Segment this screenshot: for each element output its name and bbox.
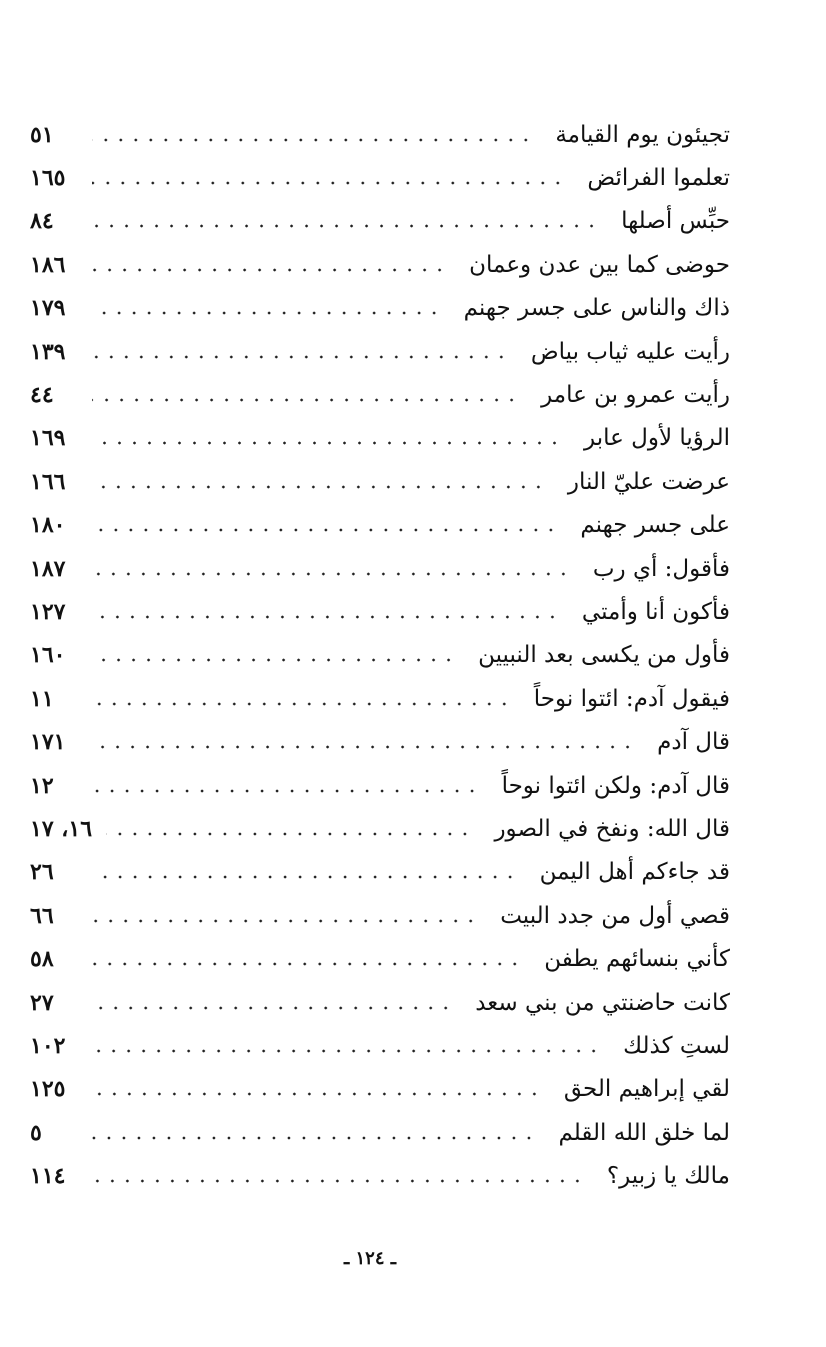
index-entry: [30, 894, 730, 937]
index-entry: [30, 113, 730, 156]
dot-leader: [92, 440, 562, 446]
index-entry-title: قد جاءكم أهل اليمن: [539, 859, 730, 886]
index-entry-page-ref: ٦٦: [30, 902, 54, 929]
index-entry-title: مالك يا زبير؟: [606, 1163, 730, 1190]
index-entry-title: قال آدم: [657, 729, 730, 756]
dot-leader: [92, 961, 522, 967]
index-entry: [30, 634, 730, 677]
index-entry-page-ref: ١١٤: [30, 1163, 66, 1190]
dot-leader: [92, 874, 518, 880]
index-entry-title: قال آدم: ولكن ائتوا نوحاً: [501, 772, 730, 799]
dot-leader: [106, 831, 472, 837]
index-entry-page-ref: ١٨٠: [30, 512, 66, 539]
index-entry: [30, 417, 730, 460]
index-entry-page-ref: ٤٤: [30, 382, 54, 409]
hadith-index-list: [30, 113, 730, 1198]
dot-leader: [92, 1135, 536, 1141]
index-entry-title: على جسر جهنم: [580, 512, 730, 539]
index-entry-title: قصي أول من جدد البيت: [500, 902, 730, 929]
index-entry: [30, 504, 730, 547]
dot-leader: [92, 1091, 542, 1097]
dot-leader: [92, 918, 478, 924]
dot-leader: [92, 354, 509, 360]
index-entry-title: حوضى كما بين عدن وعمان: [469, 251, 730, 278]
index-entry: [30, 1068, 730, 1111]
dot-leader: [92, 180, 565, 186]
dot-leader: [92, 397, 519, 403]
index-entry-page-ref: ١٦، ١٧: [30, 815, 93, 842]
index-entry: [30, 287, 730, 330]
index-entry-page-ref: ٥٨: [30, 946, 54, 973]
index-entry-title: رأيت عليه ثياب بياض: [530, 338, 730, 365]
dot-leader: [92, 1005, 453, 1011]
index-entry: [30, 460, 730, 503]
dot-leader: [92, 527, 558, 533]
index-entry-page-ref: ١٨٦: [30, 251, 66, 278]
index-entry: [30, 243, 730, 286]
dot-leader: [92, 310, 442, 316]
index-entry: [30, 851, 730, 894]
index-entry: [30, 1024, 730, 1067]
index-entry-page-ref: ٢٦: [30, 859, 54, 886]
index-entry: [30, 1111, 730, 1154]
index-entry-page-ref: ١١: [30, 685, 54, 712]
index-entry-page-ref: ١٦٠: [30, 642, 66, 669]
index-entry-page-ref: ١٧٩: [30, 295, 66, 322]
index-entry: [30, 156, 730, 199]
index-entry-title: لما خلق الله القلم: [558, 1119, 730, 1146]
index-entry-title: رأيت عمرو بن عامر: [541, 382, 730, 409]
index-entry-title: كأني بنسائهم يطفن: [544, 946, 730, 973]
index-entry: [30, 720, 730, 763]
index-entry: [30, 807, 730, 850]
index-entry-page-ref: ١٦٩: [30, 425, 66, 452]
dot-leader: [92, 267, 447, 273]
dot-leader: [92, 1178, 585, 1184]
index-entry-title: حبِّس أصلها: [621, 208, 730, 235]
index-entry-page-ref: ١٨٧: [30, 555, 66, 582]
index-entry-title: فأقول: أي رب: [592, 555, 730, 582]
index-entry-page-ref: ٥: [30, 1119, 42, 1146]
index-entry-title: فأول من يكسى بعد النبيين: [478, 642, 730, 669]
index-entry: [30, 981, 730, 1024]
index-entry-title: لستِ كذلك: [623, 1032, 730, 1059]
index-entry-page-ref: ٨٤: [30, 208, 54, 235]
index-entry-title: عرضت عليّ النار: [567, 468, 730, 495]
index-entry-title: فأكون أنا وأمتي: [581, 598, 730, 625]
index-entry-title: تجيئون يوم القيامة: [555, 121, 730, 148]
index-entry: [30, 330, 730, 373]
dot-leader: [92, 657, 456, 663]
index-entry-title: تعلموا الفرائض: [587, 165, 730, 192]
index-entry: [30, 1154, 730, 1197]
index-entry-page-ref: ١٢٧: [30, 598, 66, 625]
index-entry-title: فيقول آدم: ائتوا نوحاً: [533, 685, 730, 712]
index-entry: [30, 590, 730, 633]
dot-leader: [92, 744, 635, 750]
index-entry: [30, 764, 730, 807]
index-entry-page-ref: ١٠٢: [30, 1032, 66, 1059]
dot-leader: [92, 1048, 601, 1054]
index-entry: [30, 677, 730, 720]
dot-leader: [92, 614, 560, 620]
index-entry: [30, 373, 730, 416]
index-entry-page-ref: ١٦٥: [30, 165, 66, 192]
index-entry-page-ref: ٢٧: [30, 989, 54, 1016]
index-entry-title: ذاك والناس على جسر جهنم: [463, 295, 730, 322]
index-entry-title: كانت حاضنتي من بني سعد: [475, 989, 730, 1016]
index-entry-title: الرؤيا لأول عابر: [584, 425, 730, 452]
index-entry: [30, 937, 730, 980]
index-entry-page-ref: ٥١: [30, 121, 54, 148]
index-entry: [30, 547, 730, 590]
page-number: ـ ١٢٤ ـ: [343, 1248, 397, 1269]
dot-leader: [92, 223, 599, 229]
index-entry-page-ref: ١٧١: [30, 729, 66, 756]
index-entry-page-ref: ١٢: [30, 772, 54, 799]
dot-leader: [92, 701, 512, 707]
dot-leader: [92, 484, 546, 490]
index-entry-title: لقي إبراهيم الحق: [563, 1076, 730, 1103]
dot-leader: [92, 788, 480, 794]
index-entry-title: قال الله: ونفخ في الصور: [494, 815, 730, 842]
dot-leader: [92, 137, 533, 143]
dot-leader: [92, 571, 571, 577]
index-entry-page-ref: ١٢٥: [30, 1076, 66, 1103]
index-entry-page-ref: ١٣٩: [30, 338, 66, 365]
index-entry: [30, 200, 730, 243]
index-entry-page-ref: ١٦٦: [30, 468, 66, 495]
